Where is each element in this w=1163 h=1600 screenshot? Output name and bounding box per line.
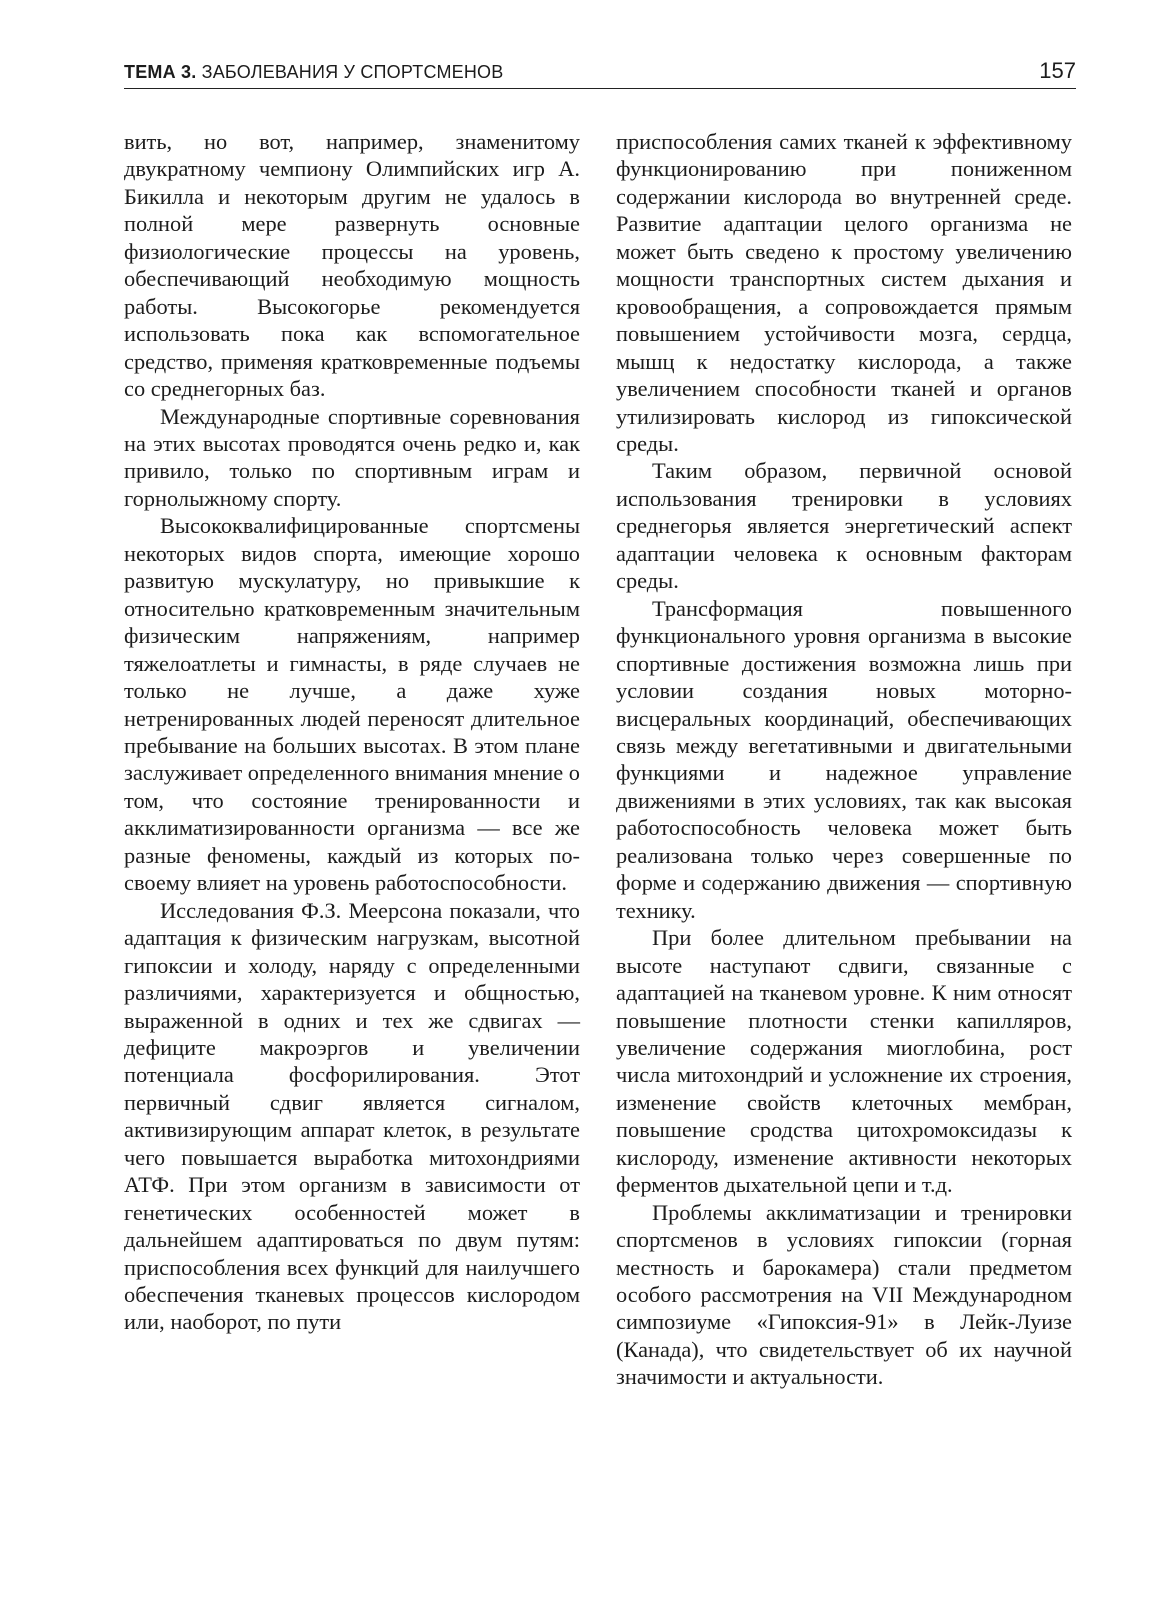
paragraph: приспособления самих тканей к эффективному функционированию при пониженном содержании кислорода во внутренней среде. Развитие адаптации целого организма не может быть сведено к простому увеличению мощности транспортных систем дыхания и кровообращения, а сопровождается прямым повышением устойчивости мозга, сердца, мышц к недостатку кислорода, а также увеличением способности тканей и органов утилизировать кислород из гипоксической среды. [616, 129, 1072, 456]
chapter-title: ЗАБОЛЕВАНИЯ У СПОРТСМЕНОВ [196, 62, 504, 82]
paragraph: Международные спортивные соревнования на этих высотах проводятся очень редко и, как привило, только по спортивным играм и горнолыжному спорту. [124, 403, 580, 511]
paragraph: Таким образом, первичной основой использования тренировки в условиях среднегорья является энергетический аспект адаптации человека к основным факторам среды. [616, 458, 1072, 594]
paragraph: Высококвалифицированные спортсмены некоторых видов спорта, имеющие хорошо развитую мускулатуру, но привыкшие к относительно кратковременным значительным физическим напряжениям, например тяжелоатлеты и гимнасты, в ряде случаев не только не лучше, а даже хуже нетренированных людей переносят длительное пребывание на больших высотах. В этом плане заслуживает определенного внимания мнение о том, что состояние тренированности и акклиматизированности организма — все же разные феномены, каждый из которых по-своему влияет на уровень работоспособности. [124, 513, 580, 896]
left-column [124, 128, 580, 1336]
paragraph: При более длительном пребывании на высоте наступают сдвиги, связанные с адаптацией на тканевом уровне. К ним относят повышение плотности стенки капилляров, увеличение содержания миоглобина, рост числа митохондрий и усложнение их строения, изменение свойств клеточных мембран, повышение сродства цитохромоксидазы к кислороду, изменение активности некоторых ферментов дыхательной цепи и т.д. [616, 925, 1072, 1198]
paragraph: Трансформация повышенного функционального уровня организма в высокие спортивные достижения возможна лишь при условии создания новых моторно-висцеральных координаций, обеспечивающих связь между вегетативными и двигательными функциями и надежное управление движениями в этих условиях, так как высокая работоспособность человека может быть реализована только через совершенные по форме и содержанию движения — спортивную технику. [616, 595, 1072, 923]
paragraph: Исследования Ф.З. Меерсона показали, что адаптация к физическим нагрузкам, высотной гипоксии и холоду, наряду с определенными различиями, характеризуется и общностью, выраженной в одних и тех же сдвигах — дефиците макроэргов и увеличении потенциала фосфорилирования. Этот первичный сдвиг является сигналом, активизирующим аппарат клеток, в результате чего повышается выработка митохондриями АТФ. При этом организм в зависимости от генетических особенностей может в дальнейшем адаптироваться по двум путям: приспособления всех функций для наилучшего обеспечения тканевых процессов кислородом или, наоборот, по пути [124, 897, 580, 1335]
paragraph: вить, но вот, например, знаменитому двукратному чемпиону Олимпийских игр А. Бикилла и некоторым другим не удалось в полной мере развернуть основные физиологические процессы на уровень, обеспечивающий необходимую мощность работы. Высокогорье рекомендуется использовать пока как вспомогательное средство, применяя кратковременные подъемы со среднегорных баз. [124, 129, 580, 402]
page-number: 157 [1039, 58, 1076, 83]
running-header [124, 56, 1076, 89]
running-title [124, 62, 503, 83]
chapter-label: ТЕМА 3. [124, 62, 197, 82]
paragraph: Проблемы акклиматизации и тренировки спортсменов в условиях гипоксии (горная местность и барокамера) стали предметом особого рассмотрения на VII Международном симпозиуме «Гипоксия-91» в Лейк-Луизе (Канада), что свидетельствует об их научной значимости и актуальности. [616, 1199, 1072, 1390]
right-column [616, 128, 1072, 1391]
